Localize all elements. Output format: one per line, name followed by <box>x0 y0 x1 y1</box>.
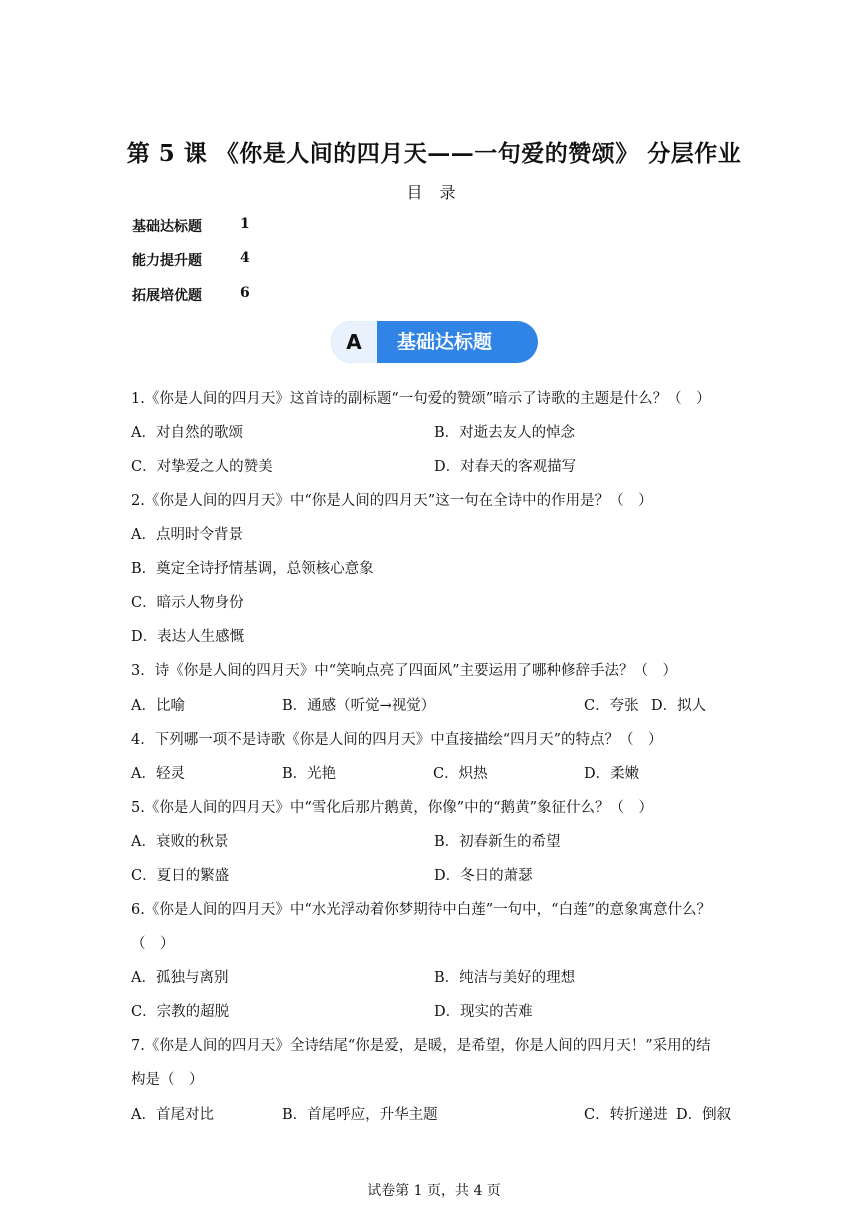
question-1-option-b[interactable]: B．对逝去友人的悼念 <box>434 425 576 441</box>
section-letter: A <box>331 321 377 363</box>
question-5-stem: 5.《你是人间的四月天》中“雪化后那片鹅黄，你像”中的“鹅黄”象征什么？（ ） <box>131 800 653 816</box>
question-6-stem-cont: （ ） <box>131 936 175 952</box>
question-6-option-d[interactable]: D．现实的苦难 <box>434 1004 533 1020</box>
toc-item-basic[interactable] <box>132 216 250 236</box>
question-5-option-c[interactable]: C．夏日的繁盛 <box>131 868 230 884</box>
toc-item-page: 4 <box>240 250 250 266</box>
question-6-option-c[interactable]: C．宗教的超脱 <box>131 1004 230 1020</box>
page-title: 第 5 课 《你是人间的四月天——一句爱的赞颂》 分层作业 <box>126 140 742 167</box>
question-2-option-d[interactable]: D．表达人生感慨 <box>131 629 245 645</box>
toc-item-label: 拓展培优题 <box>132 288 202 304</box>
question-2-option-a[interactable]: A．点明时令背景 <box>131 527 243 543</box>
question-5-option-d[interactable]: D．冬日的萧瑟 <box>434 868 533 884</box>
toc-item-page: 6 <box>240 285 250 301</box>
question-2-option-c[interactable]: C．暗示人物身份 <box>131 595 244 611</box>
question-7-stem: 7.《你是人间的四月天》全诗结尾“你是爱，是暖，是希望，你是人间的四月天！”采用的结 <box>131 1038 711 1054</box>
question-1-option-a[interactable]: A．对自然的歌颂 <box>131 425 243 441</box>
question-7-stem-cont: 构是（ ） <box>131 1072 204 1088</box>
question-3-option-a[interactable]: A．比喻 <box>131 698 185 714</box>
question-6-option-b[interactable]: B．纯洁与美好的理想 <box>434 970 576 986</box>
question-3-option-c[interactable]: C．夸张 <box>584 698 639 714</box>
section-label: 基础达标题 <box>397 331 493 353</box>
question-3-option-d[interactable]: D．拟人 <box>651 698 707 714</box>
question-6-option-a[interactable]: A．孤独与离别 <box>131 970 229 986</box>
toc-item-extension[interactable] <box>132 285 250 305</box>
question-3-stem: 3．诗《你是人间的四月天》中“笑响点亮了四面风”主要运用了哪种修辞手法？（ ） <box>131 663 678 679</box>
question-4-option-d[interactable]: D．柔嫩 <box>584 766 640 782</box>
question-7-option-b[interactable]: B．首尾呼应，升华主题 <box>282 1107 438 1123</box>
toc-item-page: 1 <box>240 216 250 232</box>
question-7-option-c[interactable]: C．转折递进 <box>584 1107 668 1123</box>
question-3-option-b[interactable]: B．通感（听觉→视觉） <box>282 698 436 714</box>
page-footer: 试卷第 1 页，共 4 页 <box>367 1183 501 1199</box>
question-2-option-b[interactable]: B．奠定全诗抒情基调，总领核心意象 <box>131 561 374 577</box>
question-7-option-d[interactable]: D．倒叙 <box>676 1107 732 1123</box>
question-1-option-c[interactable]: C．对挚爱之人的赞美 <box>131 459 273 475</box>
question-4-option-b[interactable]: B．光艳 <box>282 766 337 782</box>
question-5-option-a[interactable]: A．衰败的秋景 <box>131 834 229 850</box>
question-1-option-d[interactable]: D．对春天的客观描写 <box>434 459 577 475</box>
question-4-option-a[interactable]: A．轻灵 <box>131 766 185 782</box>
question-1-stem: 1.《你是人间的四月天》这首诗的副标题“一句爱的赞颂”暗示了诗歌的主题是什么？（ ） <box>131 391 711 407</box>
question-4-stem: 4．下列哪一项不是诗歌《你是人间的四月天》中直接描绘“四月天”的特点？（ ） <box>131 732 663 748</box>
question-2-stem: 2.《你是人间的四月天》中“你是人间的四月天”这一句在全诗中的作用是？（ ） <box>131 493 653 509</box>
toc-item-ability[interactable] <box>132 250 250 270</box>
toc-item-label: 能力提升题 <box>132 253 202 269</box>
question-4-option-c[interactable]: C．炽热 <box>433 766 488 782</box>
toc-heading: 目 录 <box>406 183 462 202</box>
question-5-option-b[interactable]: B．初春新生的希望 <box>434 834 561 850</box>
toc-item-label: 基础达标题 <box>132 219 202 235</box>
question-7-option-a[interactable]: A．首尾对比 <box>131 1107 214 1123</box>
question-6-stem: 6.《你是人间的四月天》中“水光浮动着你梦期待中白莲”一句中，“白莲”的意象寓意什么？ <box>131 902 711 918</box>
section-badge <box>331 321 538 363</box>
